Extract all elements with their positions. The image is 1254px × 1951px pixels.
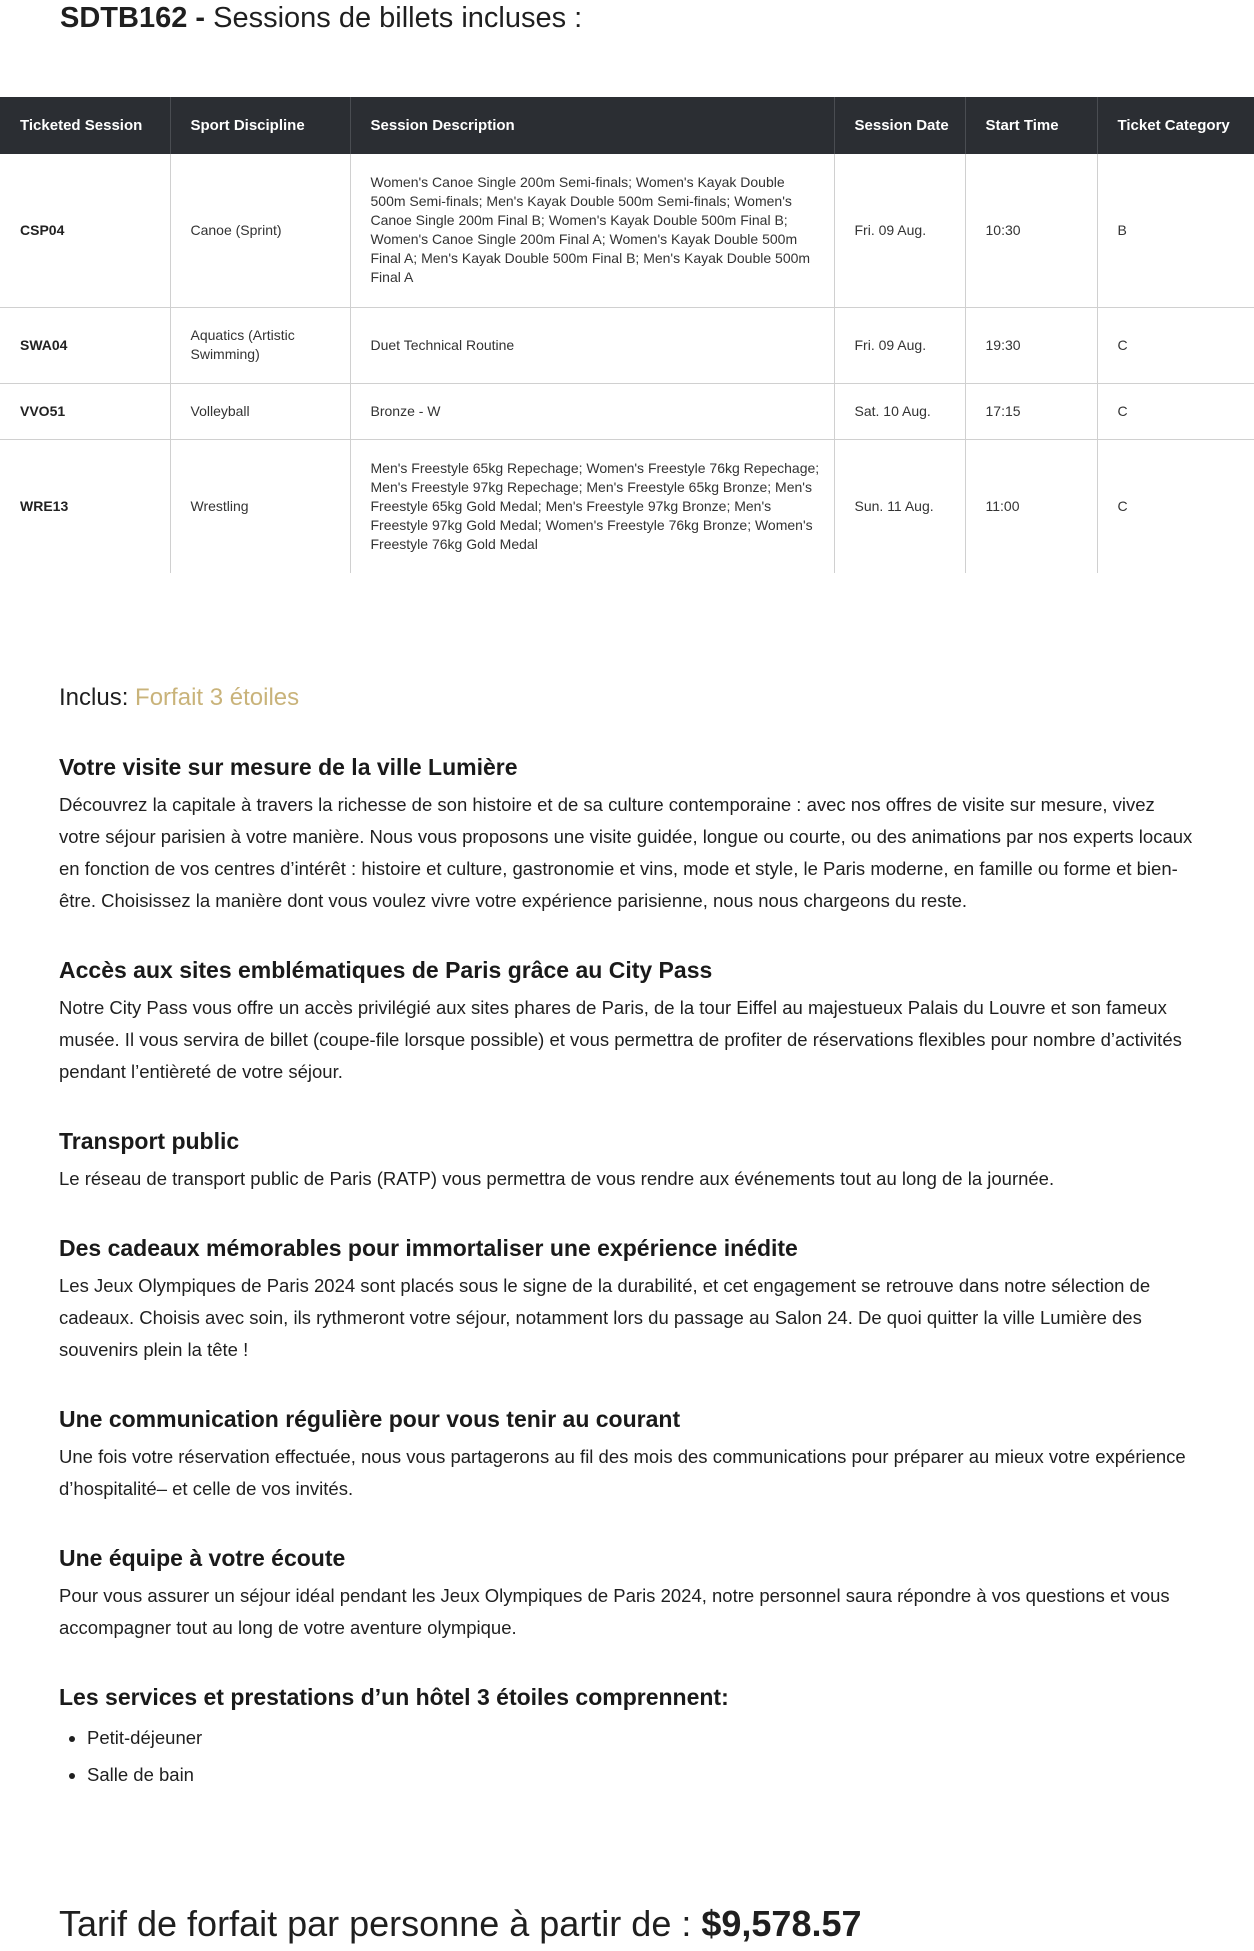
session-code: WRE13 — [0, 439, 170, 573]
ticket-category: C — [1097, 307, 1254, 383]
ticket-category: C — [1097, 383, 1254, 439]
start-time: 17:15 — [965, 383, 1097, 439]
ticket-category: C — [1117, 497, 1128, 514]
session-date: Fri. 09 Aug. — [834, 154, 965, 307]
section — [59, 1235, 1199, 1366]
section — [59, 1545, 1199, 1644]
session-description: Men's Freestyle 65kg Repechage; Women's Freestyle 76kg Repechage; Men's Freestyle 97kg Repechage; Men's Freestyle 65kg Bronze; Men's Freestyle 65kg Gold Medal; Men's Freestyle 97kg Bronze; Men's Freestyle 97kg Gold Medal; Women's Freestyle 76kg Bronze; Women's Freestyle 76kg Gold Medal — [350, 439, 834, 573]
session-code: CSP04 — [0, 154, 170, 307]
session-date: Sat. 10 Aug. — [834, 383, 965, 439]
table-row — [0, 383, 1254, 439]
section-body: Notre City Pass vous offre un accès privilégié aux sites phares de Paris, de la tour Eiffel au majestueux Palais du Louvre et son fameux musée. Il vous servira de billet (coupe-file lorsque possible) et vous permettra de profiter de réservations flexibles pour nombre d’activités pendant l’entièreté de votre séjour. — [59, 997, 1182, 1082]
start-time: 11:00 — [965, 439, 1097, 573]
start-time: 19:30 — [965, 307, 1097, 383]
column-header: Start Time — [965, 97, 1097, 154]
session-description: Duet Technical Routine — [350, 307, 834, 383]
section-heading: Une communication régulière pour vous tenir au courant — [59, 1406, 681, 1432]
session-date: Sun. 11 Aug. — [834, 439, 965, 573]
included-line — [59, 684, 1199, 712]
table-header-row — [0, 97, 1254, 154]
table-row — [0, 439, 1254, 573]
session-description: Bronze - W — [350, 383, 834, 439]
price-label: Tarif de forfait par personne à partir de : — [59, 1903, 692, 1944]
included-label: Inclus: — [59, 684, 129, 711]
session-code: VVO51 — [0, 383, 170, 439]
services-section — [59, 1684, 1199, 1793]
list-item: • Salle de bain — [87, 1756, 1199, 1793]
section-body: Les Jeux Olympiques de Paris 2024 sont placés sous le signe de la durabilité, et cet engagement se retrouve dans notre sélection de cadeaux. Choisis avec soin, ils rythmeront votre séjour, notamment lors du passage au Salon 24. De quoi quitter la ville Lumière des souvenirs plein la tête ! — [59, 1275, 1151, 1360]
section-body: Découvrez la capitale à travers la richesse de son histoire et de sa culture contemporaine : avec nos offres de visite sur mesure, vivez votre séjour parisien à votre manière. Nous vous proposons une visite guidée, longue ou courte, ou des animations par nos experts locaux en fonction de vos centres d’intérêt : histoire et culture, gastronomie et vins, mode et style, le Paris moderne, en famille ou forme et bien-être. Choisissez la manière dont vous voulez vivre votre expérience parisienne, nous nous chargeons du reste. — [59, 794, 1193, 911]
column-header: Sport Discipline — [170, 97, 350, 154]
column-header: Ticket Category — [1097, 97, 1254, 154]
start-time: 10:30 — [965, 154, 1097, 307]
section-heading: Votre visite sur mesure de la ville Lumière — [59, 754, 518, 780]
session-date: Fri. 09 Aug. — [834, 307, 965, 383]
sport-discipline: Canoe (Sprint) — [170, 154, 350, 307]
section-body: Une fois votre réservation effectuée, nous vous partagerons au fil des mois des communications pour préparer au mieux votre expérience d’hospitalité– et celle de vos invités. — [59, 1446, 1186, 1499]
sport-discipline: Aquatics (Artistic Swimming) — [170, 307, 350, 383]
package-details — [59, 684, 1199, 1793]
title-text: Sessions de billets incluses : — [213, 2, 583, 34]
services-list — [59, 1719, 1199, 1793]
section — [59, 957, 1199, 1088]
list-item: • Petit-déjeuner — [87, 1719, 1199, 1756]
table-row — [0, 307, 1254, 383]
table-row — [0, 154, 1254, 307]
page-title — [60, 2, 582, 35]
sport-discipline: Wrestling — [170, 439, 350, 573]
section — [59, 1128, 1199, 1195]
section — [59, 1406, 1199, 1505]
session-description: Women's Canoe Single 200m Semi-finals; Women's Kayak Double 500m Semi-finals; Men's Kayak Double 500m Semi-finals; Women's Canoe Single 200m Final B; Women's Kayak Double 500m Final B; Women's Canoe Single 200m Final A; Women's Kayak Double 500m Final A; Men's Kayak Double 500m Final B; Men's Kayak Double 500m Final A — [350, 154, 834, 307]
sport-discipline: Volleyball — [170, 383, 350, 439]
column-header: Session Date — [834, 97, 965, 154]
section-heading: Accès aux sites emblématiques de Paris grâce au City Pass — [59, 957, 713, 983]
price-value: $9,578.57 — [701, 1903, 862, 1944]
section-heading: Des cadeaux mémorables pour immortaliser une expérience inédite — [59, 1235, 798, 1261]
package-link[interactable]: Forfait 3 étoiles — [135, 684, 300, 711]
session-code: SWA04 — [0, 307, 170, 383]
sessions-table — [0, 97, 1254, 573]
ticket-category: B — [1097, 154, 1254, 307]
price-line — [59, 1903, 862, 1945]
section-body: Pour vous assurer un séjour idéal pendant les Jeux Olympiques de Paris 2024, notre personnel saura répondre à vos questions et vous accompagner tout au long de votre aventure olympique. — [59, 1585, 1170, 1638]
column-header: Ticketed Session — [0, 97, 170, 154]
services-heading: Les services et prestations d’un hôtel 3 étoiles comprennent: — [59, 1684, 729, 1710]
section — [59, 754, 1199, 917]
section-heading: Une équipe à votre écoute — [59, 1545, 346, 1571]
package-code: SDTB162 - — [60, 2, 206, 34]
column-header: Session Description — [350, 97, 834, 154]
section-body: Le réseau de transport public de Paris (RATP) vous permettra de vous rendre aux événements tout au long de la journée. — [59, 1168, 1055, 1189]
section-heading: Transport public — [59, 1128, 240, 1154]
